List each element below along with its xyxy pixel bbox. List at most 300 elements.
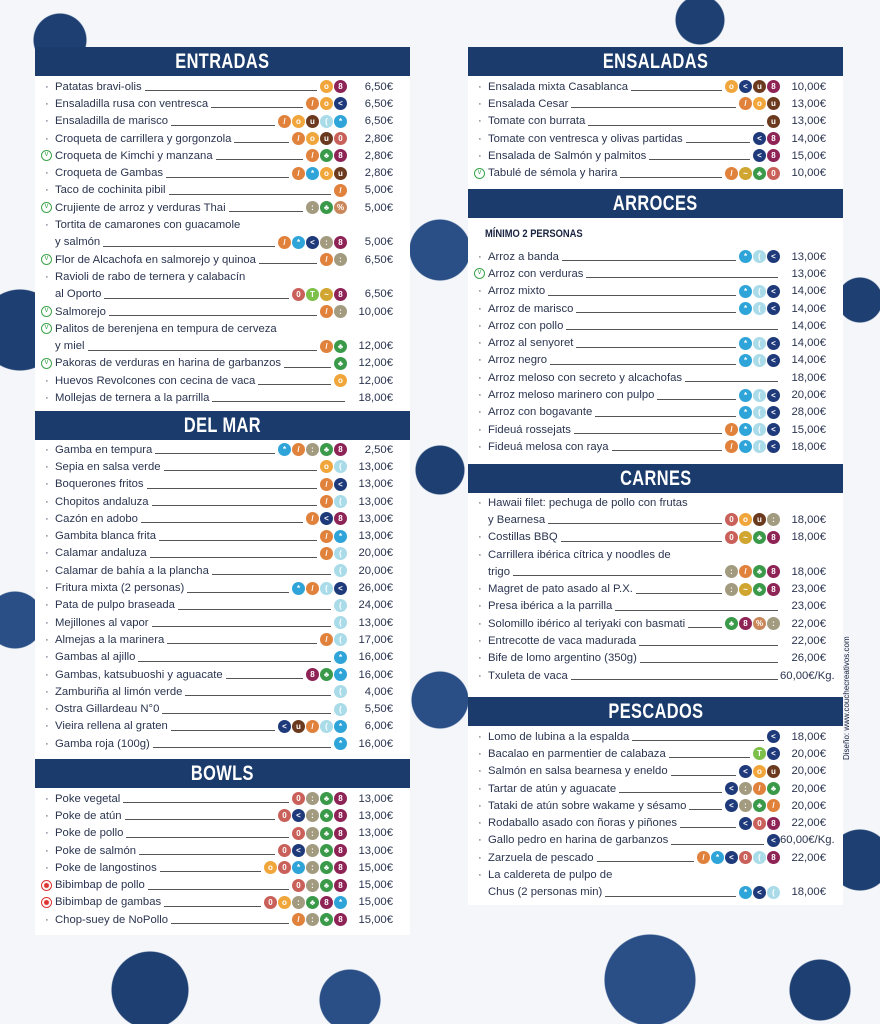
sesame-icon: ♣ (334, 357, 347, 370)
gluten-icon: / (725, 440, 738, 453)
menu-item-row (474, 95, 826, 112)
menu-item-name: Poke de salmón (55, 844, 137, 857)
gluten-icon: / (320, 495, 333, 508)
menu-item-price: 13,00€ (358, 792, 393, 805)
menu-item-row (41, 876, 393, 893)
menu-item-name: Magret de pato asado al P.X. (488, 583, 633, 596)
section-title: PESCADOS (607, 700, 704, 723)
menu-item-name: Almejas a la marinera (55, 633, 165, 646)
nuts-icon: 0 (292, 288, 305, 301)
leader-line (139, 846, 275, 855)
soy-icon: : (725, 565, 738, 578)
menu-item-row (474, 334, 826, 351)
menu-item-name: Bife de lomo argentino (350g) (488, 652, 637, 665)
menu-item-price: 14,00€ (791, 132, 826, 145)
leader-line (639, 637, 778, 646)
crustacean-icon: * (278, 443, 291, 456)
allergen-icons (291, 132, 347, 145)
menu-item-row (41, 493, 393, 510)
gluten-icon: / (320, 633, 333, 646)
mollusc-icon: ( (334, 599, 347, 612)
menu-item-price: 18,00€ (791, 371, 826, 384)
allergen-icons (738, 285, 780, 298)
leader-line (571, 99, 736, 108)
vegetarian-icon (41, 306, 55, 317)
bullet: · (478, 635, 482, 648)
sulphites-icon: 8 (334, 80, 347, 93)
allergen-icons (277, 809, 347, 822)
menu-item-row (41, 911, 393, 928)
sulphites-icon: 8 (767, 531, 780, 544)
leader-line (138, 653, 331, 662)
menu-item-price: 10,00€ (791, 167, 826, 180)
menu-item-name: Poke de langostinos (55, 861, 157, 874)
crustacean-icon: * (739, 886, 752, 899)
bullet: · (478, 285, 482, 298)
crustacean-icon: * (334, 668, 347, 681)
allergen-icons (305, 97, 347, 110)
menu-item-row (474, 728, 826, 745)
nuts-icon: 0 (278, 809, 291, 822)
menu-item-price: 5,00€ (364, 236, 393, 249)
sesame-icon: ♣ (320, 913, 333, 926)
menu-item-name: Arroz meloso marinero con pulpo (488, 389, 655, 402)
mollusc-icon: ( (753, 337, 766, 350)
sesame-icon: ♣ (320, 844, 333, 857)
menu-item-name: Arroz mixto (488, 285, 546, 298)
menu-item-price: 22,00€ (791, 617, 826, 630)
allergen-icons (724, 80, 780, 93)
menu-item-name: Bibimbap de pollo (55, 879, 145, 892)
allergen-icons (291, 792, 347, 805)
crustacean-icon: * (334, 115, 347, 128)
allergen-icons (333, 737, 347, 750)
leader-line (164, 462, 317, 471)
bullet: · (45, 478, 49, 491)
nuts-icon: 0 (725, 531, 738, 544)
leader-line (88, 342, 318, 351)
leader-line (597, 853, 694, 862)
menu-item-row (41, 825, 393, 842)
celery-icon: T (306, 288, 319, 301)
bullet: · (45, 460, 49, 473)
menu-item-row (474, 317, 826, 334)
gluten-icon: / (320, 478, 333, 491)
bullet: · (478, 250, 482, 263)
leader-line (671, 836, 764, 845)
menu-item-row (474, 130, 826, 147)
arroces-list (474, 248, 826, 456)
menu-item-price: 13,00€ (791, 97, 826, 110)
menu-item-row (41, 251, 393, 268)
menu-item-price: 13,00€ (791, 115, 826, 128)
bullet: · (478, 115, 482, 128)
sesame-icon: ♣ (320, 668, 333, 681)
egg-icon: o (334, 374, 347, 387)
allergen-icons (277, 720, 347, 733)
menu-item-name: Ensaladilla de marisco (55, 115, 169, 128)
menu-item-price: 13,00€ (358, 478, 393, 491)
leader-line (153, 739, 331, 748)
menu-item-name: Fritura mixta (2 personas) (55, 582, 185, 595)
menu-item-row (474, 814, 826, 831)
bullet: · (478, 869, 482, 882)
leader-line (150, 549, 317, 558)
soy-icon: : (292, 896, 305, 909)
mollusc-icon: ( (753, 406, 766, 419)
bowls-list (41, 790, 393, 928)
vegetarian-icon (474, 268, 488, 279)
gluten-icon: / (306, 720, 319, 733)
allergen-icons (738, 337, 780, 350)
menu-item-row (474, 580, 826, 597)
menu-item-price: 14,00€ (791, 337, 826, 350)
bullet: · (45, 443, 49, 456)
allergen-icons (305, 512, 347, 525)
gluten-icon: / (292, 913, 305, 926)
leader-line (685, 373, 778, 382)
menu-item-name: Ensaladilla rusa con ventresca (55, 97, 209, 110)
menu-item-price: 6,50€ (364, 97, 393, 110)
ensaladas-list (474, 78, 826, 182)
sulphites-icon: 8 (767, 80, 780, 93)
leader-line (671, 767, 736, 776)
allergen-icons (724, 617, 780, 630)
gluten-icon: / (306, 97, 319, 110)
menu-item-price: 23,00€ (791, 600, 826, 613)
menu-item-price: 6,50€ (364, 80, 393, 93)
bullet: · (45, 530, 49, 543)
vegetarian-icon (41, 254, 55, 265)
allergen-icons (291, 913, 347, 926)
leader-line (166, 169, 289, 178)
menu-item-price: 18,00€ (358, 391, 393, 404)
menu-item-price: 23,00€ (791, 583, 826, 596)
bullet: · (45, 809, 49, 822)
mollusc-icon: ( (334, 685, 347, 698)
menu-item-row (474, 352, 826, 369)
egg-icon: o (320, 80, 333, 93)
bullet: · (478, 406, 482, 419)
soy-icon: : (320, 236, 333, 249)
menu-item-price: 4,00€ (364, 685, 393, 698)
gluten-icon: / (292, 167, 305, 180)
soy-icon: : (306, 201, 319, 214)
menu-item-name: Poke de atún (55, 809, 122, 822)
allergen-icons (291, 582, 347, 595)
fish-icon: < (767, 302, 780, 315)
menu-item-price: 12,00€ (358, 357, 393, 370)
fish-icon: < (753, 132, 766, 145)
bullet: · (478, 669, 482, 682)
section-title: ENSALADAS (602, 50, 709, 73)
soy-icon: : (767, 513, 780, 526)
menu-item-row (41, 355, 393, 372)
milk-icon: u (320, 132, 333, 145)
menu-item-price: 14,00€ (791, 302, 826, 315)
leader-line (548, 515, 722, 524)
section-title: DEL MAR (183, 414, 262, 437)
menu-item-name: Bacalao en parmentier de calabaza (488, 747, 666, 760)
sesame-icon: ♣ (306, 896, 319, 909)
crustacean-icon: * (334, 651, 347, 664)
bullet: · (478, 730, 482, 743)
leader-line (103, 238, 275, 247)
section-title: BOWLS (191, 762, 254, 785)
sesame-icon: ♣ (320, 792, 333, 805)
crustacean-icon: * (739, 285, 752, 298)
leader-line (167, 635, 317, 644)
leader-line (636, 585, 722, 594)
menu-item-row (474, 369, 826, 386)
menu-item-price: 2,50€ (364, 443, 393, 456)
sulphites-icon: 8 (767, 817, 780, 830)
menu-item-name: Ensalada Cesar (488, 97, 569, 110)
bullet: · (478, 97, 482, 110)
leader-line (619, 784, 722, 793)
bullet: · (478, 389, 482, 402)
fish-icon: < (292, 844, 305, 857)
allergen-icons (305, 668, 347, 681)
menu-item-price: 12,00€ (358, 374, 393, 387)
allergen-icons (319, 460, 347, 473)
menu-item-name: Vieira rellena al graten (55, 720, 168, 733)
crustacean-icon: * (334, 896, 347, 909)
section-header-ensaladas (468, 47, 843, 76)
vegetarian-icon: v (41, 358, 52, 369)
leader-line (147, 480, 317, 489)
sulphites-icon: 8 (306, 668, 319, 681)
bullet: · (478, 337, 482, 350)
allergen-icons (333, 564, 347, 577)
menu-item-price: 13,00€ (791, 267, 826, 280)
menu-item-row (474, 615, 826, 632)
egg-icon: o (725, 80, 738, 93)
fish-icon: < (292, 809, 305, 822)
menu-item-name: Fideuá rossejats (488, 423, 571, 436)
mollusc-icon: ( (767, 886, 780, 899)
allergen-icons (738, 302, 780, 315)
bullet: · (45, 391, 49, 404)
leader-line (164, 898, 261, 907)
menu-item-name: Boquerones fritos (55, 478, 144, 491)
menu-item-price: 18,00€ (791, 531, 826, 544)
menu-item-row (474, 780, 826, 797)
menu-item-row (41, 545, 393, 562)
menu-item-price: 10,00€ (791, 80, 826, 93)
gluten-icon: / (739, 565, 752, 578)
allergen-icons (291, 879, 347, 892)
leader-line (562, 252, 736, 261)
allergen-icons (724, 513, 780, 526)
menu-item-row (41, 372, 393, 389)
allergen-icons (738, 250, 780, 263)
menu-item-name: Ensalada mixta Casablanca (488, 80, 629, 93)
menu-item-row (474, 563, 826, 580)
carnes-list (474, 494, 835, 684)
sesame-icon: ♣ (320, 809, 333, 822)
menu-item-row (41, 268, 393, 285)
menu-item-name: Croqueta de Kimchi y manzana (55, 149, 213, 162)
menu-item-row (474, 248, 826, 265)
menu-item-name: Calamar andaluza (55, 547, 147, 560)
mollusc-icon: ( (753, 389, 766, 402)
allergen-icons (738, 97, 780, 110)
menu-item-row (41, 164, 393, 181)
peanut-icon: % (334, 201, 347, 214)
menu-item-price: 20,00€ (791, 782, 826, 795)
menu-item-price: 18,00€ (791, 440, 826, 453)
sesame-icon: ♣ (767, 782, 780, 795)
menu-item-row (41, 700, 393, 717)
menu-item-row (41, 527, 393, 544)
mollusc-icon: ( (334, 495, 347, 508)
menu-item-row (41, 182, 393, 199)
fish-icon: < (767, 747, 780, 760)
sulphites-icon: 8 (334, 827, 347, 840)
fish-icon: < (767, 834, 780, 847)
menu-item-price: 5,00€ (364, 201, 393, 214)
crustacean-icon: * (739, 302, 752, 315)
menu-item-price: 16,00€ (358, 668, 393, 681)
menu-item-row (474, 164, 826, 181)
menu-item-name: Costillas BBQ (488, 531, 558, 544)
mollusc-icon: ( (334, 460, 347, 473)
bullet: · (45, 685, 49, 698)
allergen-icons (738, 389, 780, 402)
allergen-icons (738, 817, 780, 830)
spicy-icon (41, 897, 52, 908)
menu-item-row (474, 598, 826, 615)
allergen-icons (319, 478, 347, 491)
menu-item-price: 18,00€ (791, 886, 826, 899)
leader-line (216, 151, 303, 160)
menu-item-row (41, 631, 393, 648)
gluten-icon: / (320, 253, 333, 266)
leader-line (576, 304, 736, 313)
gluten-icon: / (320, 305, 333, 318)
menu-item-price: 6,50€ (364, 253, 393, 266)
allergen-icons (277, 443, 347, 456)
menu-item-row (474, 421, 826, 438)
menu-item-row (41, 718, 393, 735)
bullet: · (478, 423, 482, 436)
fish-icon: < (334, 97, 347, 110)
egg-icon: o (753, 97, 766, 110)
leader-line (548, 287, 736, 296)
nuts-icon: 0 (264, 896, 277, 909)
menu-item-row (41, 859, 393, 876)
leader-line (620, 169, 722, 178)
celery-icon: T (753, 747, 766, 760)
section-title: ARROCES (613, 192, 698, 215)
mustard-icon: ~ (320, 288, 333, 301)
menu-item-row (41, 199, 393, 216)
menu-item-price: 60,00€/Kg. (780, 834, 835, 847)
crustacean-icon: * (739, 389, 752, 402)
menu-item-row (474, 300, 826, 317)
menu-item-name: Tataki de atún sobre wakame y sésamo (488, 799, 687, 812)
fish-icon: < (739, 765, 752, 778)
bullet: · (478, 817, 482, 830)
egg-icon: o (264, 861, 277, 874)
section-header-carnes (468, 464, 843, 493)
bullet: · (478, 782, 482, 795)
sulphites-icon: 8 (767, 132, 780, 145)
menu-item-name: trigo (488, 565, 510, 578)
vegetarian-icon: v (41, 306, 52, 317)
menu-item-price: 16,00€ (358, 737, 393, 750)
egg-icon: o (320, 460, 333, 473)
menu-item-price: 2,80€ (364, 132, 393, 145)
pescados-list (474, 728, 835, 901)
nuts-icon: 0 (292, 827, 305, 840)
menu-item-name: Hawaii filet: pechuga de pollo con frutas (488, 496, 688, 509)
fish-icon: < (278, 720, 291, 733)
milk-icon: u (753, 513, 766, 526)
menu-item-name: Sepia en salsa verde (55, 460, 161, 473)
leader-line (171, 722, 275, 731)
leader-line (669, 749, 750, 758)
menu-item-row (41, 735, 393, 752)
bullet: · (45, 115, 49, 128)
bullet: · (478, 302, 482, 315)
menu-item-name: Salmón en salsa bearnesa y eneldo (488, 765, 668, 778)
leader-line (605, 888, 736, 897)
peanut-icon: % (753, 617, 766, 630)
menu-item-row (41, 113, 393, 130)
menu-item-name: y salmón (55, 236, 101, 249)
menu-item-name: Tomate con ventresca y olivas partidas (488, 132, 683, 145)
allergen-icons (724, 167, 780, 180)
menu-item-price: 20,00€ (791, 765, 826, 778)
allergen-icons (752, 747, 780, 760)
crustacean-icon: * (334, 737, 347, 750)
menu-item-price: 13,00€ (358, 844, 393, 857)
menu-item-name: Txuleta de vaca (488, 669, 568, 682)
fish-icon: < (767, 250, 780, 263)
sulphites-icon: 8 (334, 809, 347, 822)
section-title: CARNES (619, 467, 692, 490)
egg-icon: o (739, 513, 752, 526)
menu-item-row (474, 283, 826, 300)
sulphites-icon: 8 (767, 149, 780, 162)
menu-item-name: Arroz a banda (488, 250, 559, 263)
leader-line (123, 794, 289, 803)
menu-item-name: Carrillera ibérica cítrica y noodles de (488, 548, 671, 561)
menu-item-row (41, 807, 393, 824)
allergen-icons (766, 730, 780, 743)
milk-icon: u (753, 80, 766, 93)
leader-line (649, 151, 750, 160)
leader-line (680, 819, 736, 828)
menu-item-row (41, 147, 393, 164)
gluten-icon: / (697, 851, 710, 864)
menu-item-row (41, 441, 393, 458)
mollusc-icon: ( (753, 851, 766, 864)
menu-item-name: Arroz de marisco (488, 302, 574, 315)
bullet: · (45, 668, 49, 681)
allergen-icons (724, 583, 780, 596)
leader-line (615, 602, 778, 611)
leader-line (513, 567, 722, 576)
leader-line (185, 687, 331, 696)
leader-line (571, 671, 778, 680)
menu-item-name: Ravioli de rabo de ternera y calabacín (55, 270, 246, 283)
mollusc-icon: ( (753, 423, 766, 436)
gluten-icon: / (320, 530, 333, 543)
menu-item-name: Gallo pedro en harina de garbanzos (488, 834, 669, 847)
